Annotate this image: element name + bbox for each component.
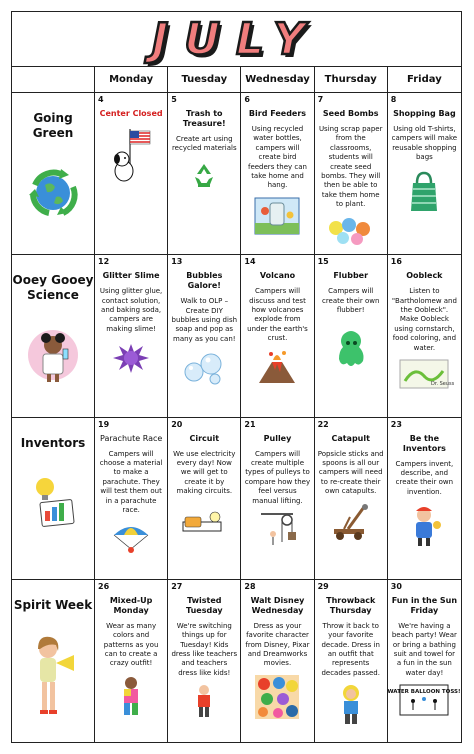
activity-description: Campers invent, describe, and create their own invention.: [395, 459, 454, 496]
day-number: 26: [98, 581, 110, 591]
day-number: 28: [244, 581, 256, 591]
day-cell: [315, 255, 388, 417]
day-number: 6: [244, 95, 250, 104]
theme-label: Spirit Week: [13, 597, 93, 612]
day-number: 20: [171, 419, 183, 429]
inventor-icon: [391, 503, 458, 547]
day-cell: [168, 255, 241, 417]
day-cell: [95, 418, 168, 580]
megaphone-girl-icon: [26, 635, 80, 719]
activity-title: Center Closed: [99, 109, 163, 118]
day-number: 14: [244, 257, 256, 267]
month-title: JULY: [151, 13, 322, 65]
activity-description: Dress as your favorite character from Disney, Pixar and Dreamworks movies.: [245, 621, 310, 668]
lightbulb-idea-icon: [31, 473, 75, 529]
book-sign: Dr. Seuss: [431, 381, 455, 388]
day-cell: [388, 418, 461, 580]
day-cell: [388, 93, 461, 255]
activity-title: Pulley: [263, 433, 292, 443]
day-number: 21: [244, 419, 256, 429]
activity-title: Fun in the Sun Friday: [391, 595, 458, 615]
activity-description: Popsicle sticks and spoons is all our campers will need to re-create their own catapults.: [317, 449, 384, 496]
day-cell: [95, 255, 168, 417]
day-number: 12: [98, 257, 110, 267]
crazy-outfit-kid-icon: [98, 675, 164, 719]
day-cell: [241, 418, 314, 580]
circuit-icon: [171, 507, 237, 535]
calendar-grid: [12, 67, 461, 742]
day-cell: [388, 255, 461, 417]
day-header-thursday: Thursday: [315, 67, 388, 93]
title-banner: [12, 12, 461, 67]
activity-title: Throwback Thursday: [326, 595, 376, 615]
theme-label: Inventors: [20, 435, 86, 450]
activity-description: Campers will discuss and test how volcanoes explode from under the earth's crust.: [247, 287, 308, 343]
volcano-icon: [244, 350, 310, 384]
theme-cell-inventors: [12, 418, 95, 580]
disney-characters-icon: [244, 675, 310, 719]
day-cell: [95, 580, 168, 742]
day-cell: [388, 580, 461, 742]
day-number: 30: [390, 581, 402, 591]
scientist-girl-icon: [27, 325, 79, 385]
water-balloon-sign-icon: [387, 684, 461, 716]
activity-description: We use electricity every day! Now we will get to create it by making circuits.: [173, 449, 236, 496]
oobleck-book-icon: [391, 359, 458, 389]
shopping-bag-icon: [391, 169, 458, 213]
activity-description: Campers will choose a material to make a parachute. They will test them out in a parachute race.: [99, 449, 163, 514]
day-cell: [168, 580, 241, 742]
day-cell: [168, 93, 241, 255]
activity-title: Circuit: [189, 433, 220, 443]
recycle-globe-icon: [23, 163, 83, 223]
activity-description: We're switching things up for Tuesday! Kids dress like teachers and teachers dress like kids!: [171, 621, 238, 677]
day-cell: [315, 580, 388, 742]
bubbles-icon: [171, 350, 237, 386]
activity-description: Throw it back to your favorite decade. Dress in an outfit that represents decades passed.: [321, 621, 380, 677]
day-number: 15: [317, 257, 329, 267]
day-cell: [241, 255, 314, 417]
activity-title: Mixed-Up Monday: [109, 595, 153, 615]
day-number: 27: [171, 581, 183, 591]
theme-cell-spirit-week: [12, 580, 95, 742]
theme-cell-ooey-gooey-science: [12, 255, 95, 417]
activity-description: Using scrap paper from the classrooms, students will create seed bombs. They will then be able to take them home to plant.: [318, 125, 383, 209]
activity-title: Catapult: [331, 433, 370, 443]
activity-description: We're having a beach party! Wear or bring a bathing suit and towel for a fun in the sun water day!: [391, 621, 457, 677]
activity-description: Campers will create multiple types of pulleys to compare how they feel versus manual lifting.: [244, 449, 311, 505]
parachute-icon: [98, 521, 164, 557]
activity-title: Bubbles Galore!: [186, 271, 223, 291]
day-number: 19: [98, 419, 110, 429]
day-cell: [241, 93, 314, 255]
day-header-tuesday: Tuesday: [168, 67, 241, 93]
slime-splat-icon: [98, 340, 164, 376]
activity-title: Flubber: [333, 271, 369, 281]
activity-title: Walt Disney Wednesday: [250, 595, 305, 615]
day-header-wednesday: Wednesday: [241, 67, 314, 93]
activity-title: Bird Feeders: [248, 109, 307, 118]
day-header-friday: Friday: [388, 67, 461, 93]
activity-title: Be the Inventors: [402, 433, 446, 453]
activity-title: Oobleck: [406, 271, 443, 281]
teacher-kid-icon: [171, 684, 237, 718]
day-number: 29: [317, 581, 329, 591]
activity-description: Wear as many colors and patterns as you can to create a crazy outfit!: [103, 621, 159, 668]
activity-description: Campers will create their own flubber!: [321, 287, 380, 315]
day-number: 16: [390, 257, 402, 267]
activity-title: Parachute Race: [100, 433, 163, 443]
theme-label: Ooey Gooey Science: [12, 273, 94, 303]
activity-description: Walk to OLP – Create DIY bubbles using dish soap and pop as many as you can!: [171, 297, 238, 343]
activity-title: Seed Bombs: [322, 109, 379, 118]
day-cell: [168, 418, 241, 580]
catapult-icon: [318, 503, 384, 541]
activity-description: Create art using recycled materials: [171, 135, 237, 153]
activity-description: Listen to "Bartholomew and the Oobleck". Make Oobleck using cornstarch, food coloring, and water.: [391, 287, 457, 352]
retro-kid-icon: [318, 684, 384, 726]
calendar-sheet: [11, 11, 462, 743]
bird-feeder-icon: [244, 197, 310, 235]
day-number: 13: [171, 257, 183, 267]
day-number: 7: [317, 95, 324, 104]
activity-title: Trash to Treasure!: [182, 109, 226, 128]
theme-cell-going-green: [12, 93, 95, 255]
activity-description: Using glitter glue, contact solution, and baking soda, campers are making slime!: [99, 287, 163, 333]
day-number: 8: [390, 95, 397, 104]
day-number: 23: [390, 419, 402, 429]
flubber-icon: [318, 329, 384, 369]
activity-description: Using old T-shirts, campers will make reusable shopping bags: [391, 125, 458, 162]
flag-dog-icon: [98, 125, 164, 185]
recycle-symbol-icon: [171, 160, 237, 190]
day-cell: [315, 418, 388, 580]
day-number: 22: [317, 419, 329, 429]
activity-title: Glitter Slime: [102, 271, 160, 281]
day-number: 5: [171, 95, 177, 104]
activity-title: Shopping Bag: [393, 109, 456, 118]
day-cell: [241, 580, 314, 742]
activity-description: Using recycled water bottles, campers will create bird feeders they can take home and hang.: [247, 125, 307, 190]
theme-label: Going Green: [32, 111, 74, 140]
day-number: 4: [98, 95, 104, 104]
day-cell: [95, 93, 168, 255]
activity-title: Volcano: [259, 271, 296, 281]
day-cell: [315, 93, 388, 255]
day-header-monday: Monday: [95, 67, 168, 93]
balloon-sign-text: WATER BALLOON TOSS!: [387, 689, 461, 696]
seed-bombs-icon: [318, 216, 384, 246]
corner-cell: [12, 67, 95, 93]
pulley-icon: [244, 512, 310, 548]
activity-title: Twisted Tuesday: [186, 595, 223, 615]
